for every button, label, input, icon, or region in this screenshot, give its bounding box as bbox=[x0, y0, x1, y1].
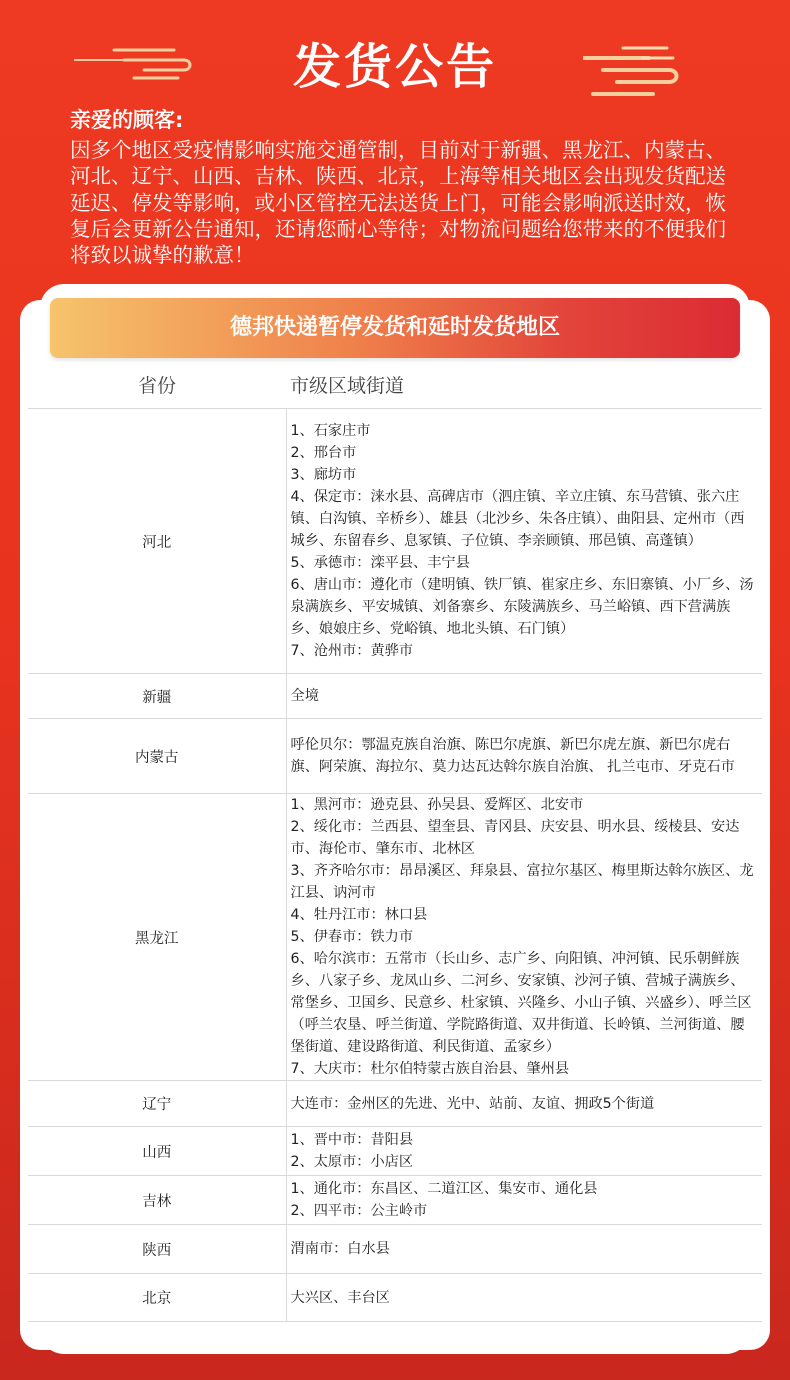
detail-line: 大连市：金州区的先进、光中、站前、友谊、拥政5个街道 bbox=[290, 1095, 655, 1112]
detail-line: 4、牡丹江市：林口县 bbox=[290, 907, 428, 923]
table-row bbox=[28, 1176, 762, 1225]
table-row bbox=[28, 1225, 762, 1274]
province-cell: 黑龙江 bbox=[28, 794, 286, 1081]
province-cell: 河北 bbox=[28, 409, 286, 674]
table-row bbox=[28, 674, 762, 719]
detail-cell bbox=[286, 1127, 762, 1176]
detail-line: 5、伊春市：铁力市 bbox=[290, 929, 414, 945]
province-cell: 内蒙古 bbox=[28, 719, 286, 794]
table-row bbox=[28, 1127, 762, 1176]
detail-line: 3、廊坊市 bbox=[290, 467, 357, 483]
detail-line: 渭南市：白水县 bbox=[290, 1241, 390, 1257]
detail-line: 7、大庆市：杜尔伯特蒙古族自治县、肇州县 bbox=[290, 1061, 570, 1077]
detail-cell bbox=[286, 1225, 762, 1274]
detail-line: 6、哈尔滨市：五常市（长山乡、志广乡、向阳镇、冲河镇、民乐朝鲜族乡、八家子乡、龙凤山乡、二河乡、安家镇、沙河子镇、营城子满族乡、常堡乡、卫国乡、民意乡、杜家镇、兴隆乡、小山子镇、兴盛乡）、呼兰区（呼兰农垦、呼兰街道、学院路街道、双井街道、长岭镇、兰河街道、腰堡街道、建设路街道、利民街道、孟家乡） bbox=[290, 951, 752, 1055]
detail-line: 2、四平市：公主岭市 bbox=[290, 1203, 428, 1219]
detail-cell bbox=[286, 1274, 762, 1322]
header-province: 省份 bbox=[28, 360, 286, 409]
table-header-row bbox=[28, 360, 762, 409]
province-cell: 北京 bbox=[28, 1274, 286, 1322]
detail-line: 1、通化市：东昌区、二道江区、集安市、通化县 bbox=[290, 1181, 598, 1197]
table-row bbox=[28, 794, 762, 1081]
detail-cell bbox=[286, 719, 762, 794]
table-row bbox=[28, 719, 762, 794]
detail-line: 2、太原市：小店区 bbox=[290, 1154, 414, 1170]
greeting-text: 亲爱的顾客: bbox=[70, 108, 184, 132]
detail-line: 呼伦贝尔：鄂温克族自治旗、陈巴尔虎旗、新巴尔虎左旗、新巴尔虎右旗、阿荣旗、海拉尔、莫力达瓦达斡尔族自治旗、 扎兰屯市、牙克石市 bbox=[290, 737, 735, 775]
detail-line: 1、晋中市：昔阳县 bbox=[290, 1132, 414, 1148]
detail-cell bbox=[286, 1081, 762, 1127]
detail-line: 全境 bbox=[290, 688, 319, 704]
detail-cell bbox=[286, 674, 762, 719]
detail-line: 2、邢台市 bbox=[290, 445, 357, 461]
page-title: 发货公告 bbox=[292, 39, 497, 95]
detail-line: 1、黑河市：逊克县、孙吴县、爱辉区、北安市 bbox=[290, 797, 584, 813]
detail-cell bbox=[286, 409, 762, 674]
province-cell: 陕西 bbox=[28, 1225, 286, 1274]
detail-line: 5、承德市：滦平县、丰宁县 bbox=[290, 555, 470, 571]
detail-line: 1、石家庄市 bbox=[290, 423, 371, 439]
detail-line: 4、保定市：涞水县、高碑店市（泗庄镇、辛立庄镇、东马营镇、张六庄镇、白沟镇、辛桥乡）、雄县（北沙乡、朱各庄镇）、曲阳县、定州市（西城乡、东留春乡、息冢镇、子位镇、李亲顾镇、邢邑镇、高蓬镇） bbox=[290, 489, 745, 549]
detail-cell bbox=[286, 1176, 762, 1225]
header-detail: 市级区域街道 bbox=[286, 360, 762, 409]
region-table bbox=[28, 360, 762, 1322]
province-cell: 吉林 bbox=[28, 1176, 286, 1225]
province-cell: 新疆 bbox=[28, 674, 286, 719]
table-row bbox=[28, 409, 762, 674]
detail-line: 大兴区、丰台区 bbox=[290, 1289, 390, 1306]
province-cell: 山西 bbox=[28, 1127, 286, 1176]
detail-line: 6、唐山市：遵化市（建明镇、铁厂镇、崔家庄乡、东旧寨镇、小厂乡、汤泉满族乡、平安城镇、刘备寨乡、东陵满族乡、马兰峪镇、西下营满族乡、娘娘庄乡、党峪镇、地北头镇、石门镇） bbox=[290, 577, 754, 637]
table-row bbox=[28, 1081, 762, 1127]
detail-line: 3、齐齐哈尔市：昂昂溪区、拜泉县、富拉尔基区、梅里斯达斡尔族区、龙江县、讷河市 bbox=[290, 863, 754, 901]
province-cell: 辽宁 bbox=[28, 1081, 286, 1127]
notice-paragraph: 因多个地区受疫情影响实施交通管制，目前对于新疆、黑龙江、内蒙古、河北、辽宁、山西、吉林、陕西、北京，上海等相关地区会出现发货配送延迟、停发等影响，或小区管控无法送货上门，可能会影响派送时效，恢复后会更新公告通知，还请您耐心等待；对物流问题给您带来的不便我们将致以诚挚的歉意！ bbox=[70, 138, 726, 268]
section-banner: 德邦快递暂停发货和延时发货地区 bbox=[50, 298, 740, 358]
detail-cell bbox=[286, 794, 762, 1081]
detail-line: 7、沧州市：黄骅市 bbox=[290, 643, 414, 659]
table-row bbox=[28, 1274, 762, 1322]
detail-line: 2、绥化市：兰西县、望奎县、青冈县、庆安县、明水县、绥棱县、安达市、海伦市、肇东市、北林区 bbox=[290, 819, 740, 857]
